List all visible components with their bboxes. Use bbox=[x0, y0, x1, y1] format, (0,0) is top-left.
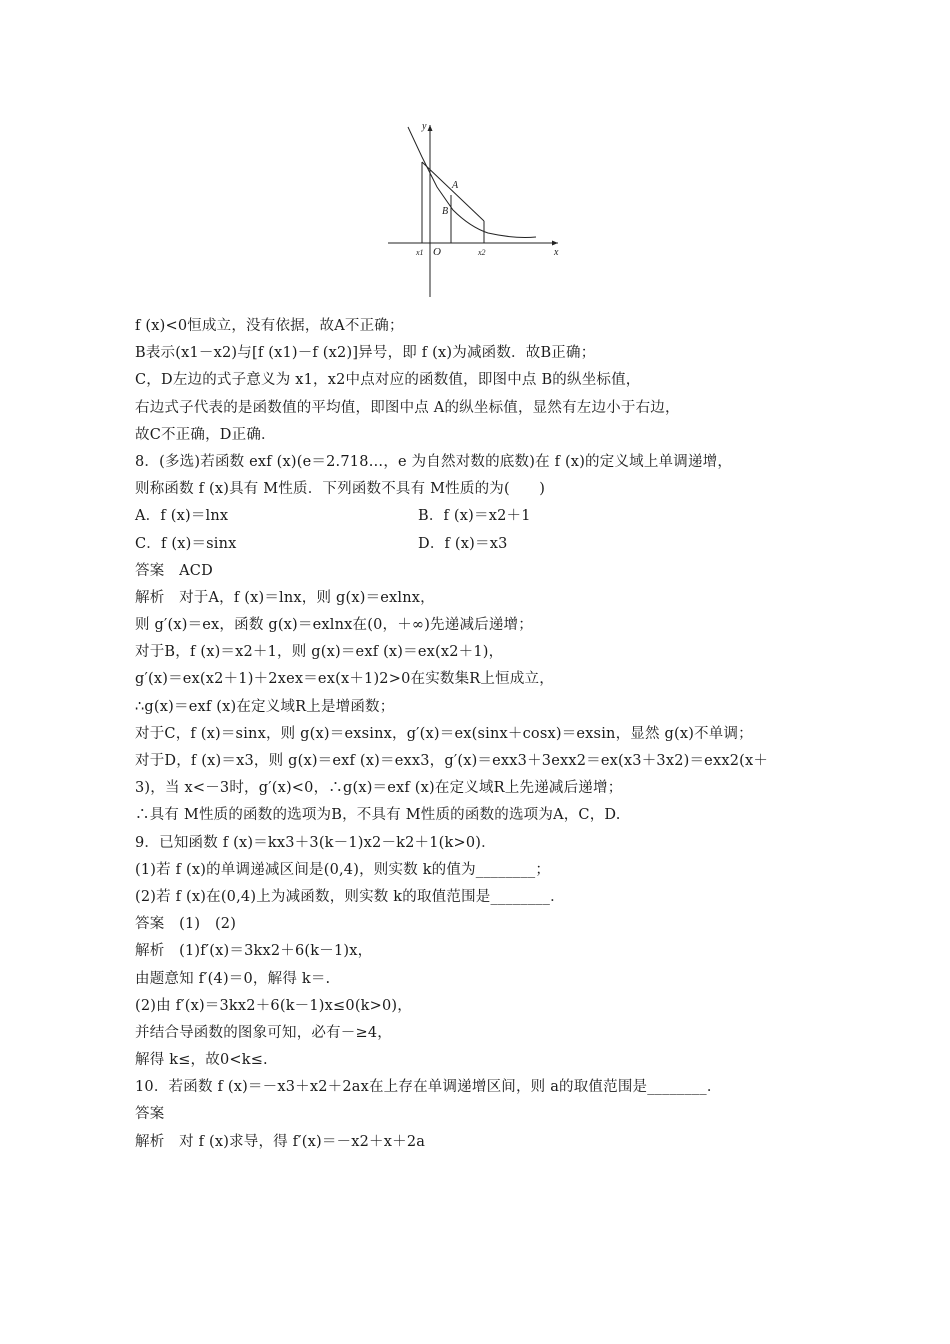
text-line: 对于D，f (x)＝x3，则 g(x)＝exf (x)＝exx3，g′(x)＝exx3＋3exx2＝ex(x3＋3x2)＝exx2(x＋ bbox=[135, 753, 769, 769]
question-10-stem: 10．若函数 f (x)＝－x3＋x2＋2ax在上存在单调递增区间，则 a的取值范围是________． bbox=[135, 1079, 722, 1096]
text-line: 解得 k≤，故0<k≤. bbox=[135, 1052, 268, 1069]
secant-line bbox=[422, 162, 484, 221]
point-b-label: B bbox=[442, 206, 449, 217]
option-d: D．f (x)＝x3 bbox=[418, 535, 508, 552]
document-body bbox=[135, 313, 835, 1156]
text-line: 对于B，f (x)＝x2＋1，则 g(x)＝exf (x)＝ex(x2＋1)， bbox=[135, 644, 504, 661]
text-line: 则 g′(x)＝ex，函数 g(x)＝exlnx在(0，＋∞)先递减后递增； bbox=[135, 617, 533, 634]
text-line: 3)，当 x<－3时，g′(x)<0，∴g(x)＝exf (x)在定义域R上先递减后递增； bbox=[135, 780, 623, 797]
option-a: A．f (x)＝lnx bbox=[135, 508, 229, 525]
question-9-stem: 9．已知函数 f (x)＝kx3＋3(k－1)x2－k2＋1(k>0)． bbox=[135, 834, 496, 851]
text-line: B表示(x1－x2)与[f (x1)－f (x2)]异号，即 f (x)为减函数．故B正确； bbox=[135, 345, 596, 362]
function-graph-figure bbox=[380, 115, 570, 305]
text-line: 并结合导函数的图象可知，必有－≥4， bbox=[135, 1024, 392, 1041]
text-line: (1)若 f (x)的单调递减区间是(0,4)，则实数 k的值为________； bbox=[135, 861, 551, 878]
tick-x2-label: x2 bbox=[478, 248, 486, 257]
origin-label: O bbox=[433, 246, 441, 258]
x-axis-arrow-icon bbox=[552, 241, 558, 246]
y-axis-arrow-icon bbox=[428, 125, 433, 131]
text-line: f (x)<0恒成立，没有依据，故A不正确； bbox=[135, 318, 404, 334]
answer-line: 答案 (1) (2) bbox=[135, 916, 237, 933]
question-8-options-row bbox=[135, 503, 835, 530]
option-b: B．f (x)＝x2＋1 bbox=[418, 508, 531, 525]
answer-line: 答案 bbox=[135, 1106, 165, 1123]
text-line: 故C不正确，D正确． bbox=[135, 426, 276, 443]
tick-x1-label: x1 bbox=[416, 248, 424, 257]
text-line: 右边式子代表的是函数值的平均值，即图中点 A的纵坐标值，显然有左边小于右边， bbox=[135, 399, 680, 416]
question-8-options-row bbox=[135, 531, 835, 558]
text-line: 由题意知 f′(4)＝0，解得 k＝. bbox=[135, 970, 331, 987]
question-8-stem: 则称函数 f (x)具有 M性质．下列函数不具有 M性质的为( ) bbox=[135, 481, 546, 498]
text-line: C，D左边的式子意义为 x1，x2中点对应的函数值，即图中点 B的纵坐标值， bbox=[135, 372, 641, 389]
decreasing-curve bbox=[408, 127, 536, 238]
point-a-label: A bbox=[452, 180, 459, 191]
text-line: 解析 对 f (x)求导，得 f′(x)＝－x2＋x＋2a bbox=[135, 1133, 426, 1150]
text-line: ∴g(x)＝exf (x)在定义域R上是增函数； bbox=[135, 698, 395, 715]
text-line: g′(x)＝ex(x2＋1)＋2xex＝ex(x＋1)2>0在实数集R上恒成立， bbox=[135, 671, 554, 688]
text-line: ∴具有 M性质的函数的选项为B，不具有 M性质的函数的选项为A，C，D. bbox=[135, 807, 621, 824]
text-line: 解析 (1)f′(x)＝3kx2＋6(k－1)x， bbox=[135, 943, 373, 960]
option-c: C．f (x)＝sinx bbox=[135, 535, 237, 552]
text-line: 解析 对于A，f (x)＝lnx，则 g(x)＝exlnx， bbox=[135, 589, 435, 606]
text-line: (2)由 f′(x)＝3kx2＋6(k－1)x≤0(k>0)， bbox=[135, 997, 412, 1014]
x-axis-label: x bbox=[554, 247, 559, 258]
answer-line: 答案 ACD bbox=[135, 562, 213, 579]
text-line: (2)若 f (x)在(0,4)上为减函数，则实数 k的取值范围是________． bbox=[135, 888, 565, 905]
text-line: 对于C，f (x)＝sinx，则 g(x)＝exsinx，g′(x)＝ex(sinx＋cosx)＝exsin，显然 g(x)不单调； bbox=[135, 725, 753, 742]
y-axis-label: y bbox=[422, 121, 427, 132]
question-8-stem: 8．(多选)若函数 exf (x)(e＝2.718…，e 为自然对数的底数)在 f (x)的定义域上单调递增， bbox=[135, 453, 733, 470]
